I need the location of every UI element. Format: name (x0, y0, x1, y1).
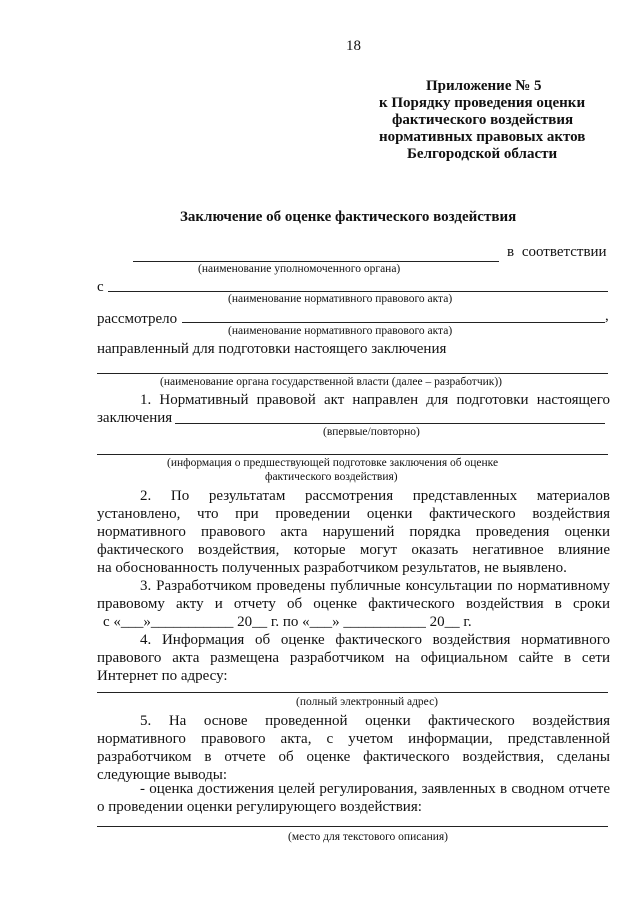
text-fill-line[interactable] (97, 826, 608, 827)
appendix-line-3: фактического воздействия (392, 112, 574, 128)
caption-address: (полный электронный адрес) (296, 696, 438, 708)
p5-line-3: разработчиком в отчете об оценке фактического воздействия, сделаны (97, 749, 610, 765)
p4-line-3: Интернет по адресу: (97, 668, 228, 684)
caption-act-2: (наименование нормативного правового акта) (228, 325, 453, 337)
in-accordance-text: в соответствии (507, 244, 607, 260)
reviewed-text: рассмотрело (97, 311, 178, 327)
address-fill-line[interactable] (97, 692, 608, 693)
caption-act-1: (наименование нормативного правового акта) (228, 293, 453, 305)
bullet-line-1: - оценка достижения целей регулирования, заявленных в сводном отчете (140, 781, 610, 797)
appendix-line-1: Приложение № 5 (426, 78, 542, 94)
p3-dates: с «___»___________ 20__ г. по «___» ___________ 20__ г. (103, 614, 472, 630)
info-fill-line[interactable] (97, 454, 608, 455)
act-fill-line-1[interactable] (108, 291, 608, 292)
p2-line-5: на обоснованность полученных разработчиком результатов, не выявлено. (97, 560, 567, 576)
act-fill-line-2[interactable] (182, 322, 605, 323)
caption-text: (место для текстового описания) (288, 831, 449, 843)
p5-line-4: следующие выводы: (97, 767, 228, 783)
caption-info-1: (информация о предшествующей подготовке заключения об оценке (167, 457, 499, 469)
p3-line-1: 3. Разработчиком проведены публичные консультации по нормативному (140, 578, 610, 594)
p5-line-1: 5. На основе проведенной оценки фактического воздействия (140, 713, 610, 729)
bullet-line-2: о проведении оценки регулирующего воздействия: (97, 799, 422, 815)
p2-line-3: нормативного правового акта нарушений порядка проведения оценки (97, 524, 610, 540)
caption-authority: (наименование уполномоченного органа) (198, 263, 401, 275)
appendix-line-2: к Порядку проведения оценки (379, 95, 586, 111)
comma: , (605, 308, 609, 324)
caption-first-repeat: (впервые/повторно) (323, 426, 420, 438)
with-text: с (97, 279, 104, 295)
p5-line-2: нормативного правового акта, с учетом информации, представленной (97, 731, 610, 747)
p3-line-2: правовому акту и отчету об оценке фактического воздействия в сроки (97, 596, 610, 612)
p4-line-1: 4. Информация об оценке фактического воздействия нормативного (140, 632, 610, 648)
p2-line-1: 2. По результатам рассмотрения представленных материалов (140, 488, 610, 504)
p4-line-2: правового акта размещена разработчиком на официальном сайте в сети (97, 650, 610, 666)
p2-line-2: установлено, что при проведении оценки фактического воздействия (97, 506, 610, 522)
page-number: 18 (346, 38, 361, 54)
caption-info-2: фактического воздействия) (265, 471, 398, 483)
sent-for-text: направленный для подготовки настоящего заключения (97, 341, 447, 357)
developer-fill-line[interactable] (97, 373, 608, 374)
p2-line-4: фактического воздействия, которые могут оказать негативное влияние (97, 542, 610, 558)
p1-line-1: 1. Нормативный правовой акт направлен для подготовки настоящего (140, 392, 610, 408)
document-title: Заключение об оценке фактического воздействия (180, 209, 517, 225)
appendix-line-4: нормативных правовых актов (379, 129, 586, 145)
caption-developer: (наименование органа государственной власти (далее – разработчик)) (160, 376, 503, 388)
appendix-line-5: Белгородской области (407, 146, 558, 162)
first-repeat-fill-line[interactable] (175, 423, 605, 424)
p1-line-2: заключения (97, 410, 173, 426)
authority-fill-line[interactable] (133, 261, 499, 262)
